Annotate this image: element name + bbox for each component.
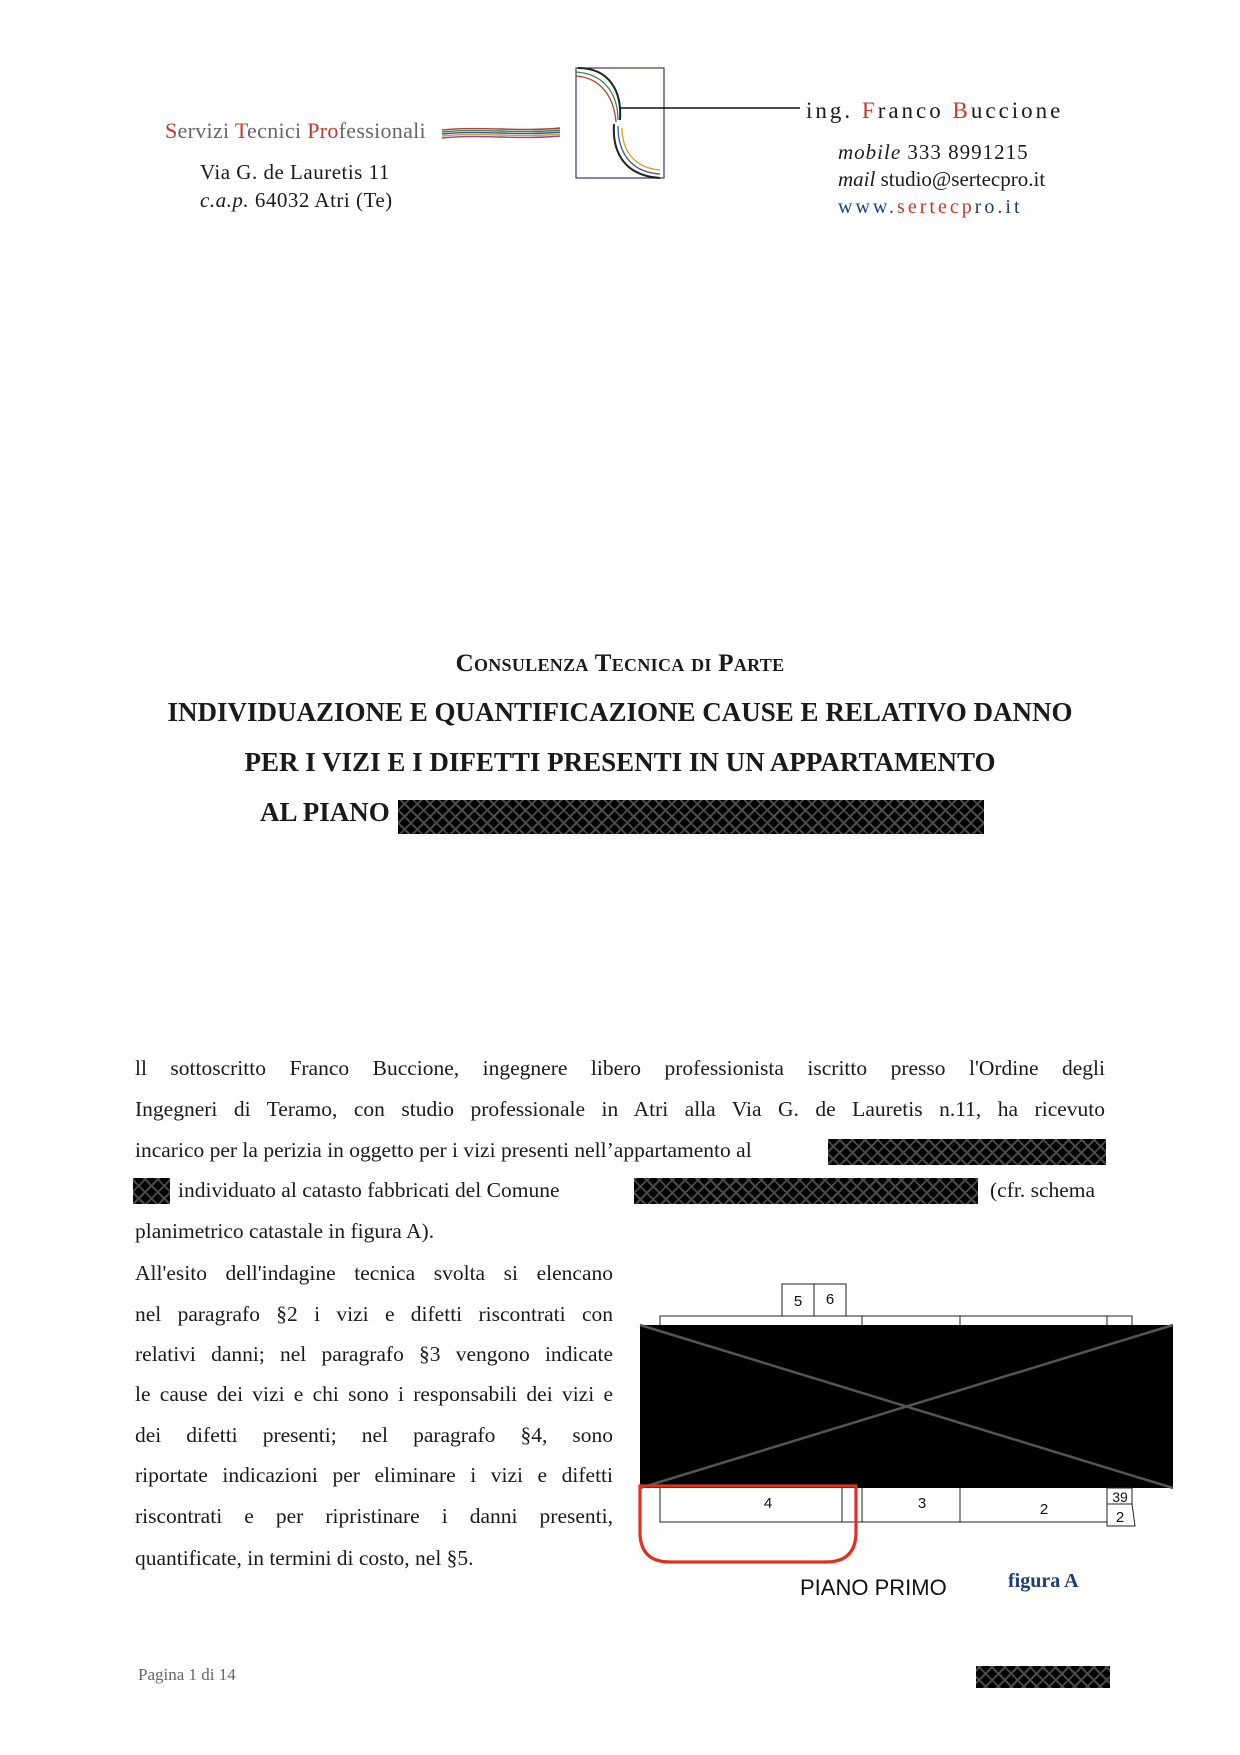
- body-text-line: nel paragrafo §2 i vizi e difetti riscontrati con: [135, 1302, 613, 1326]
- web-part: o: [984, 196, 998, 218]
- redaction-block: [634, 1178, 978, 1204]
- brand-text: ec: [247, 118, 268, 143]
- company-logo: [420, 62, 800, 192]
- logo-curve: [614, 124, 660, 178]
- logo-curve: [622, 128, 660, 170]
- mobile-label: mobile: [838, 140, 902, 164]
- web-part: e: [937, 196, 950, 218]
- engineer-initial-f: F: [861, 98, 878, 123]
- brand-name: [165, 118, 426, 144]
- plan-room-label: 5: [793, 1293, 803, 1310]
- body-text-line: quantificate, in termini di costo, nel §5.: [135, 1546, 474, 1570]
- contact-mail: [838, 167, 1045, 192]
- plan-room-label: 4: [763, 1495, 773, 1512]
- document-kicker: Consulenza Tecnica di Parte: [455, 650, 785, 677]
- body-text-line: riscontrati e per ripristinare i danni presenti,: [135, 1504, 613, 1528]
- web-part: e: [907, 196, 920, 218]
- document-title-line: INDIVIDUAZIONE E QUANTIFICAZIONE CAUSE E RELATIVO DANNO: [167, 697, 1073, 727]
- mobile-value: 333 8991215: [901, 140, 1029, 164]
- web-part: r: [919, 196, 930, 218]
- body-text-line: All'esito dell'indagine tecnica svolta si elencano: [135, 1261, 613, 1285]
- brand-initial-t: T: [234, 118, 248, 143]
- plan-room-label: 39: [1112, 1489, 1128, 1505]
- engineer-text: ranco: [877, 98, 953, 123]
- cap-value: 64032 Atri (Te): [249, 188, 393, 212]
- web-part: s: [897, 196, 908, 218]
- mail-label: mail: [838, 167, 876, 191]
- engineer-prefix: ing.: [806, 98, 862, 123]
- mail-value: studio@sertecpro.it: [875, 167, 1046, 191]
- web-part: t: [929, 196, 938, 218]
- plan-room-label: 3: [917, 1495, 927, 1512]
- brand-initial-p: Pro: [307, 118, 339, 143]
- body-text-line: individuato al catasto fabbricati del Comune: [178, 1178, 560, 1202]
- logo-curve: [578, 68, 620, 120]
- web-part: c: [949, 196, 962, 218]
- body-text-line: riportate indicazioni per eliminare i vizi e difetti: [135, 1463, 613, 1487]
- engineer-name: [806, 98, 1063, 124]
- logo-wire: [442, 134, 560, 136]
- logo-curve: [576, 72, 618, 120]
- brand-text: ervizi: [177, 118, 235, 143]
- logo-curve: [618, 126, 660, 174]
- body-text-line: ll sottoscritto Franco Buccione, ingegnere libero professionista iscritto presso l'Ordine degli: [135, 1056, 1105, 1080]
- plan-room-label: 2: [1039, 1501, 1049, 1518]
- web-part: p: [961, 196, 975, 218]
- logo-wire: [442, 128, 560, 130]
- page-number: Pagina 1 di 14: [138, 1665, 236, 1684]
- floor-label: PIANO PRIMO: [800, 1575, 947, 1600]
- address-street: Via G. de Lauretis 11: [200, 160, 390, 184]
- floor-plan-figure: [630, 1280, 1175, 1570]
- redaction-block: [398, 800, 984, 834]
- plan-room-label: 2: [1115, 1509, 1125, 1526]
- brand-text: nici: [267, 118, 308, 143]
- address-cap: [200, 188, 393, 213]
- logo-wire: [442, 136, 560, 138]
- brand-text: fessionali: [338, 118, 426, 143]
- redaction-block: [828, 1139, 1106, 1165]
- cap-label: c.a.p.: [200, 188, 250, 212]
- contact-website[interactable]: [838, 196, 1023, 219]
- web-part: www.: [838, 196, 898, 218]
- body-text-line: relativi danni; nel paragrafo §3 vengono indicate: [135, 1342, 613, 1366]
- logo-box: [576, 68, 664, 178]
- body-text-line: Ingegneri di Teramo, con studio professionale in Atri alla Via G. de Lauretis n.11, ha ricevuto: [135, 1097, 1105, 1121]
- document-title-line: PER I VIZI E I DIFETTI PRESENTI IN UN APPARTAMENTO: [244, 747, 996, 777]
- body-text-line: planimetrico catastale in figura A).: [135, 1219, 435, 1243]
- logo-curve: [576, 76, 616, 122]
- web-part: r: [974, 196, 985, 218]
- body-text-line: dei difetti presenti; nel paragrafo §4, sono: [135, 1423, 613, 1447]
- engineer-initial-b: B: [952, 98, 971, 123]
- figure-caption: figura A: [1008, 1570, 1079, 1592]
- plan-room-label: 6: [825, 1291, 835, 1308]
- body-text-line: le cause dei vizi e chi sono i responsabili dei vizi e: [135, 1382, 613, 1406]
- redaction-block: [133, 1178, 170, 1204]
- redaction-block: [976, 1666, 1110, 1688]
- body-text-line: incarico per la perizia in oggetto per i vizi presenti nell’appartamento al: [135, 1138, 752, 1162]
- logo-wire: [442, 130, 560, 132]
- logo-wire: [442, 132, 560, 134]
- web-part: .it: [997, 196, 1023, 218]
- document-title-line: AL PIANO: [260, 797, 390, 827]
- body-text-line: (cfr. schema: [990, 1178, 1096, 1202]
- contact-mobile: [838, 140, 1029, 165]
- brand-initial-s: S: [165, 118, 178, 143]
- engineer-text: uccione: [970, 98, 1064, 123]
